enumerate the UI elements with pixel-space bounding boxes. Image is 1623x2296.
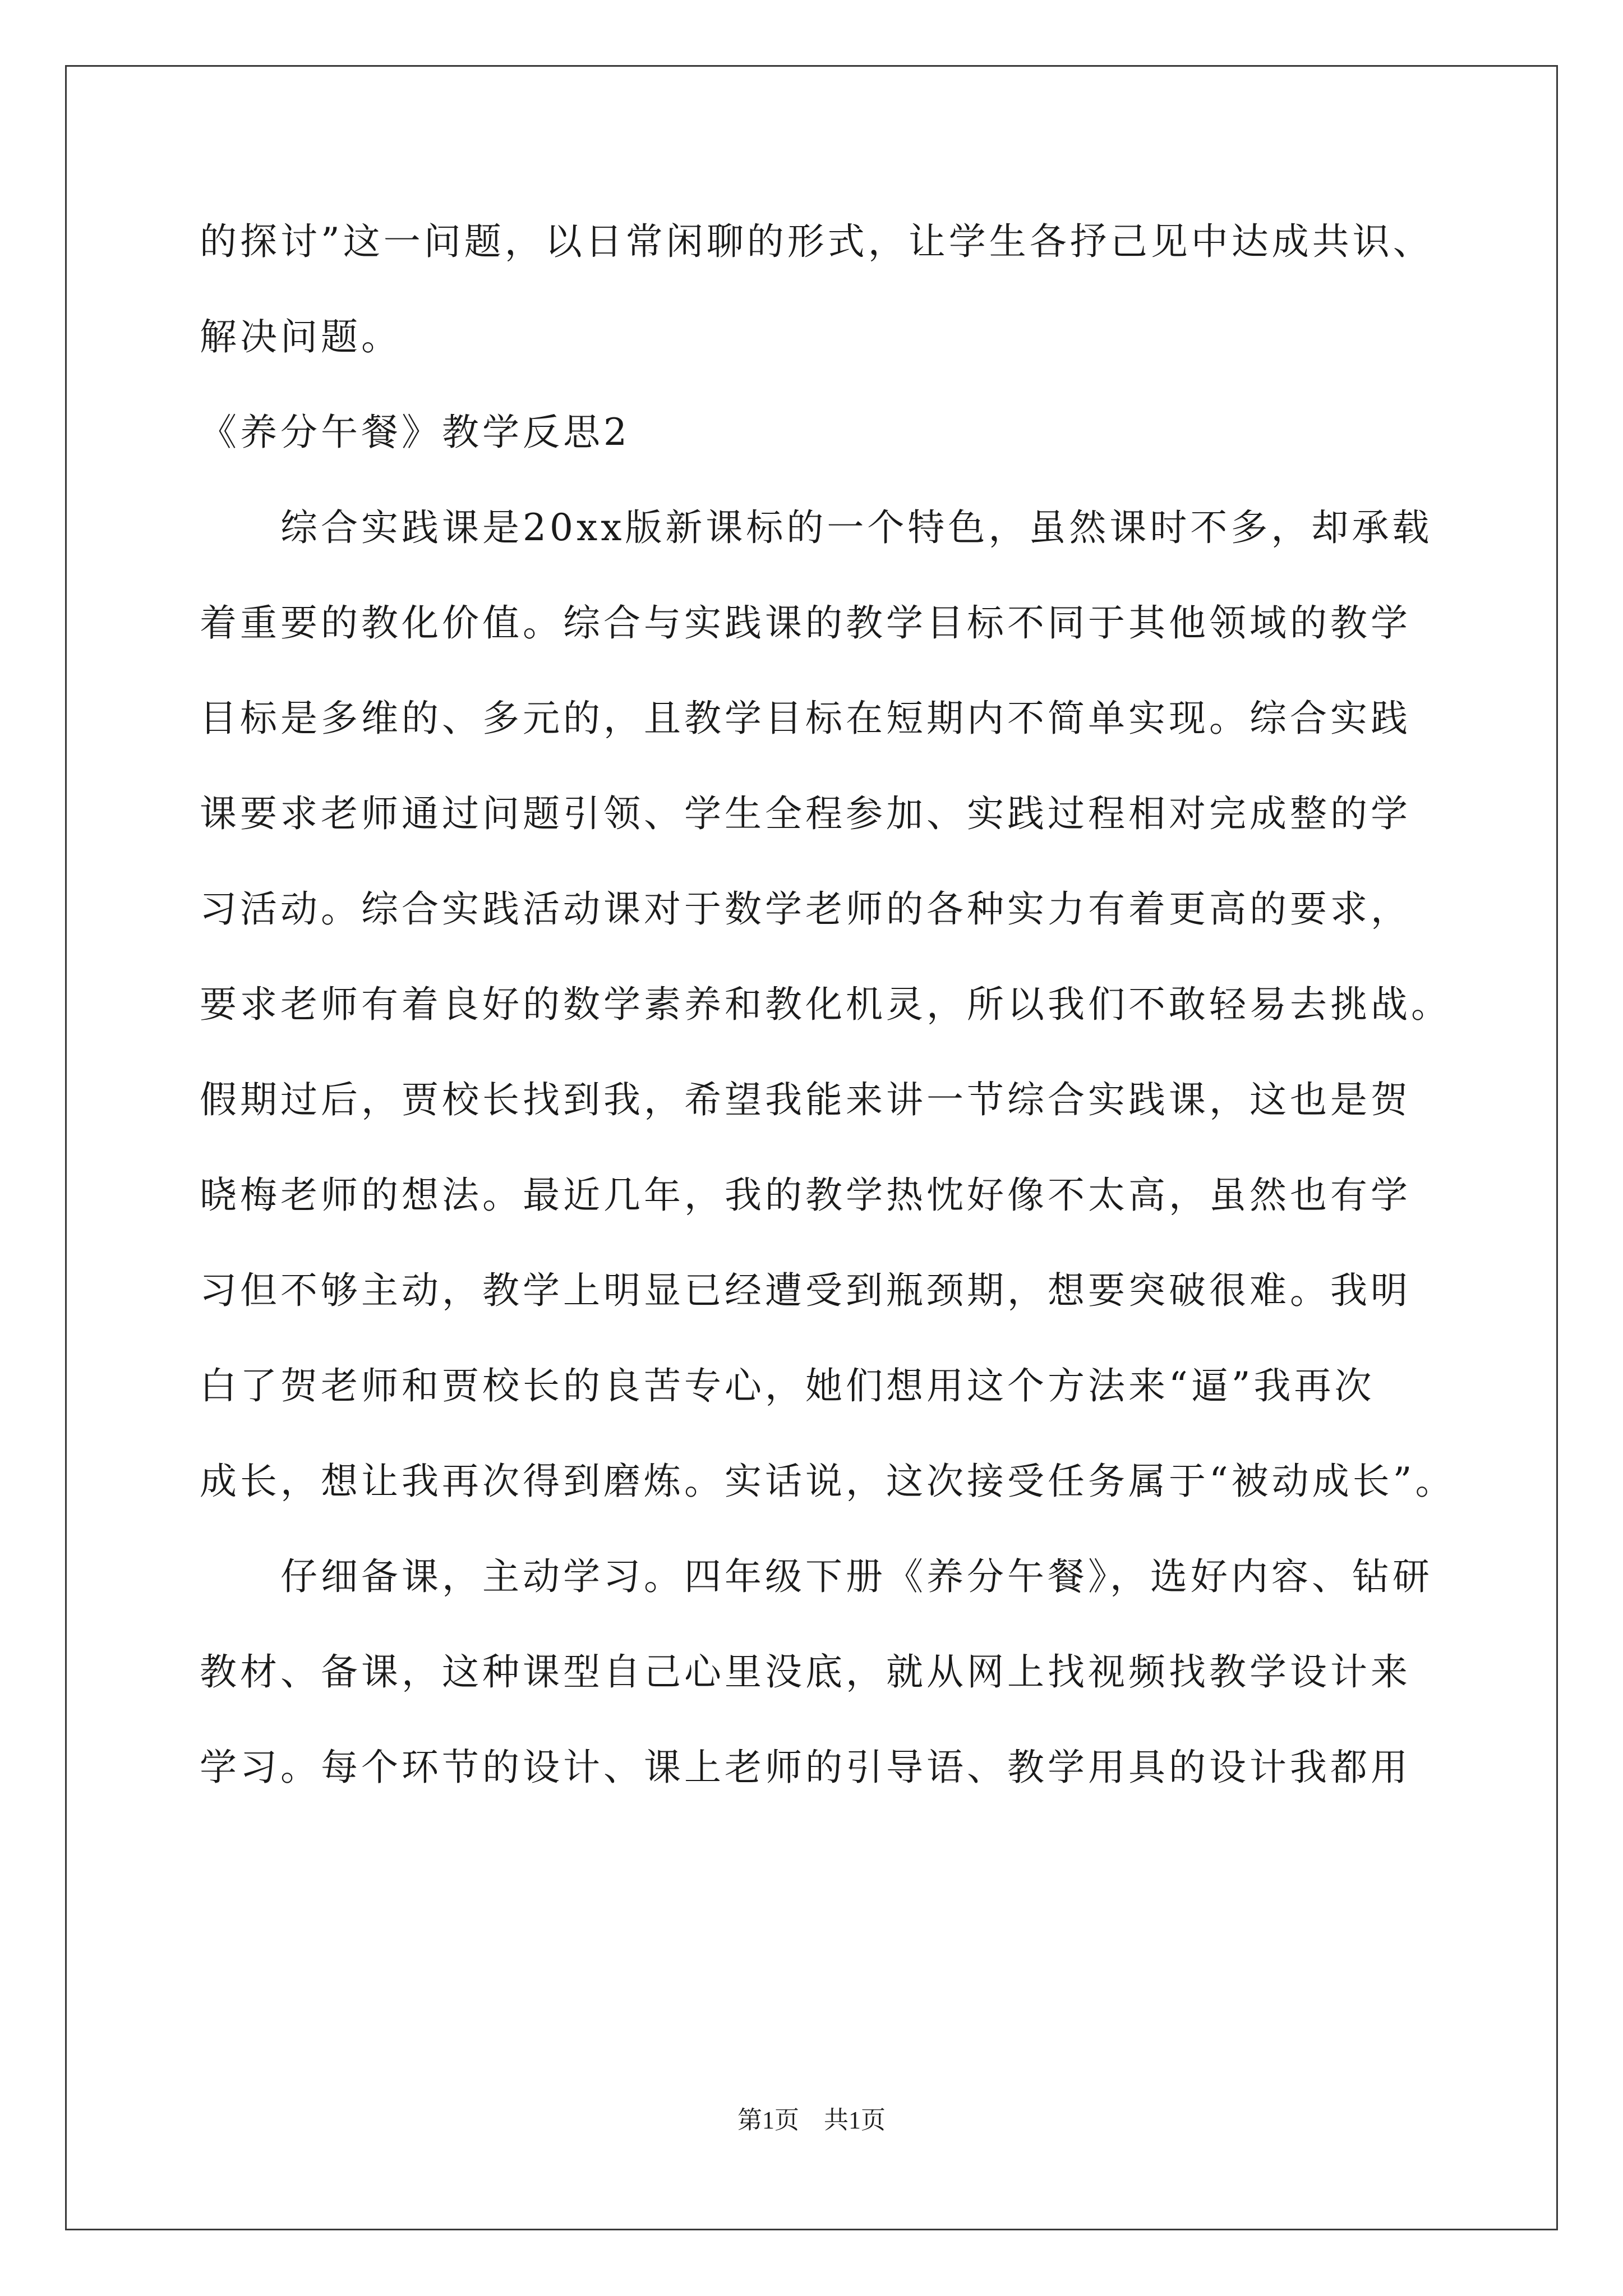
body-text-line: 目标是多维的、多元的，且教学目标在短期内不简单实现。综合实践 bbox=[200, 697, 1411, 740]
body-text-line: 成长，想让我再次得到磨炼。实话说，这次接受任务属于“被动成长”。 bbox=[200, 1460, 1456, 1503]
body-text-line: 学习。每个环节的设计、课上老师的引导语、教学用具的设计我都用 bbox=[200, 1746, 1411, 1789]
body-text-line: 习但不够主动，教学上明显已经遭受到瓶颈期，想要突破很难。我明 bbox=[200, 1269, 1411, 1312]
paragraph-first-line: 仔细备课，主动学习。四年级下册《养分午餐》，选好内容、钻研 bbox=[280, 1555, 1433, 1598]
body-text-line: 教材、备课，这种课型自己心里没底，就从网上找视频找教学设计来 bbox=[200, 1650, 1411, 1694]
body-text-line: 白了贺老师和贾校长的良苦专心，她们想用这个方法来“逼”我再次 bbox=[200, 1364, 1375, 1407]
paragraph-first-line: 综合实践课是20xx版新课标的一个特色，虽然课时不多，却承载 bbox=[280, 506, 1433, 549]
body-text-line: 假期过后，贾校长找到我，希望我能来讲一节综合实践课，这也是贺 bbox=[200, 1078, 1411, 1121]
section-heading: 《养分午餐》教学反思2 bbox=[200, 411, 630, 454]
body-text-line: 晓梅老师的想法。最近几年，我的教学热忱好像不太高，虽然也有学 bbox=[200, 1174, 1411, 1217]
body-text-line: 的探讨”这一问题，以日常闲聊的形式，让学生各抒己见中达成共识、 bbox=[200, 220, 1433, 263]
body-text-line: 习活动。综合实践活动课对于数学老师的各种实力有着更高的要求， bbox=[200, 887, 1411, 931]
body-text-line: 解决问题。 bbox=[200, 315, 402, 358]
body-text-line: 着重要的教化价值。综合与实践课的教学目标不同于其他领域的教学 bbox=[200, 601, 1411, 645]
body-text-line: 要求老师有着良好的数学素养和教化机灵，所以我们不敢轻易去挑战。 bbox=[200, 983, 1451, 1026]
page-border bbox=[65, 65, 1558, 2230]
page-number-footer: 第1页 共1页 bbox=[737, 2106, 886, 2134]
body-text-line: 课要求老师通过问题引领、学生全程参加、实践过程相对完成整的学 bbox=[200, 792, 1411, 835]
